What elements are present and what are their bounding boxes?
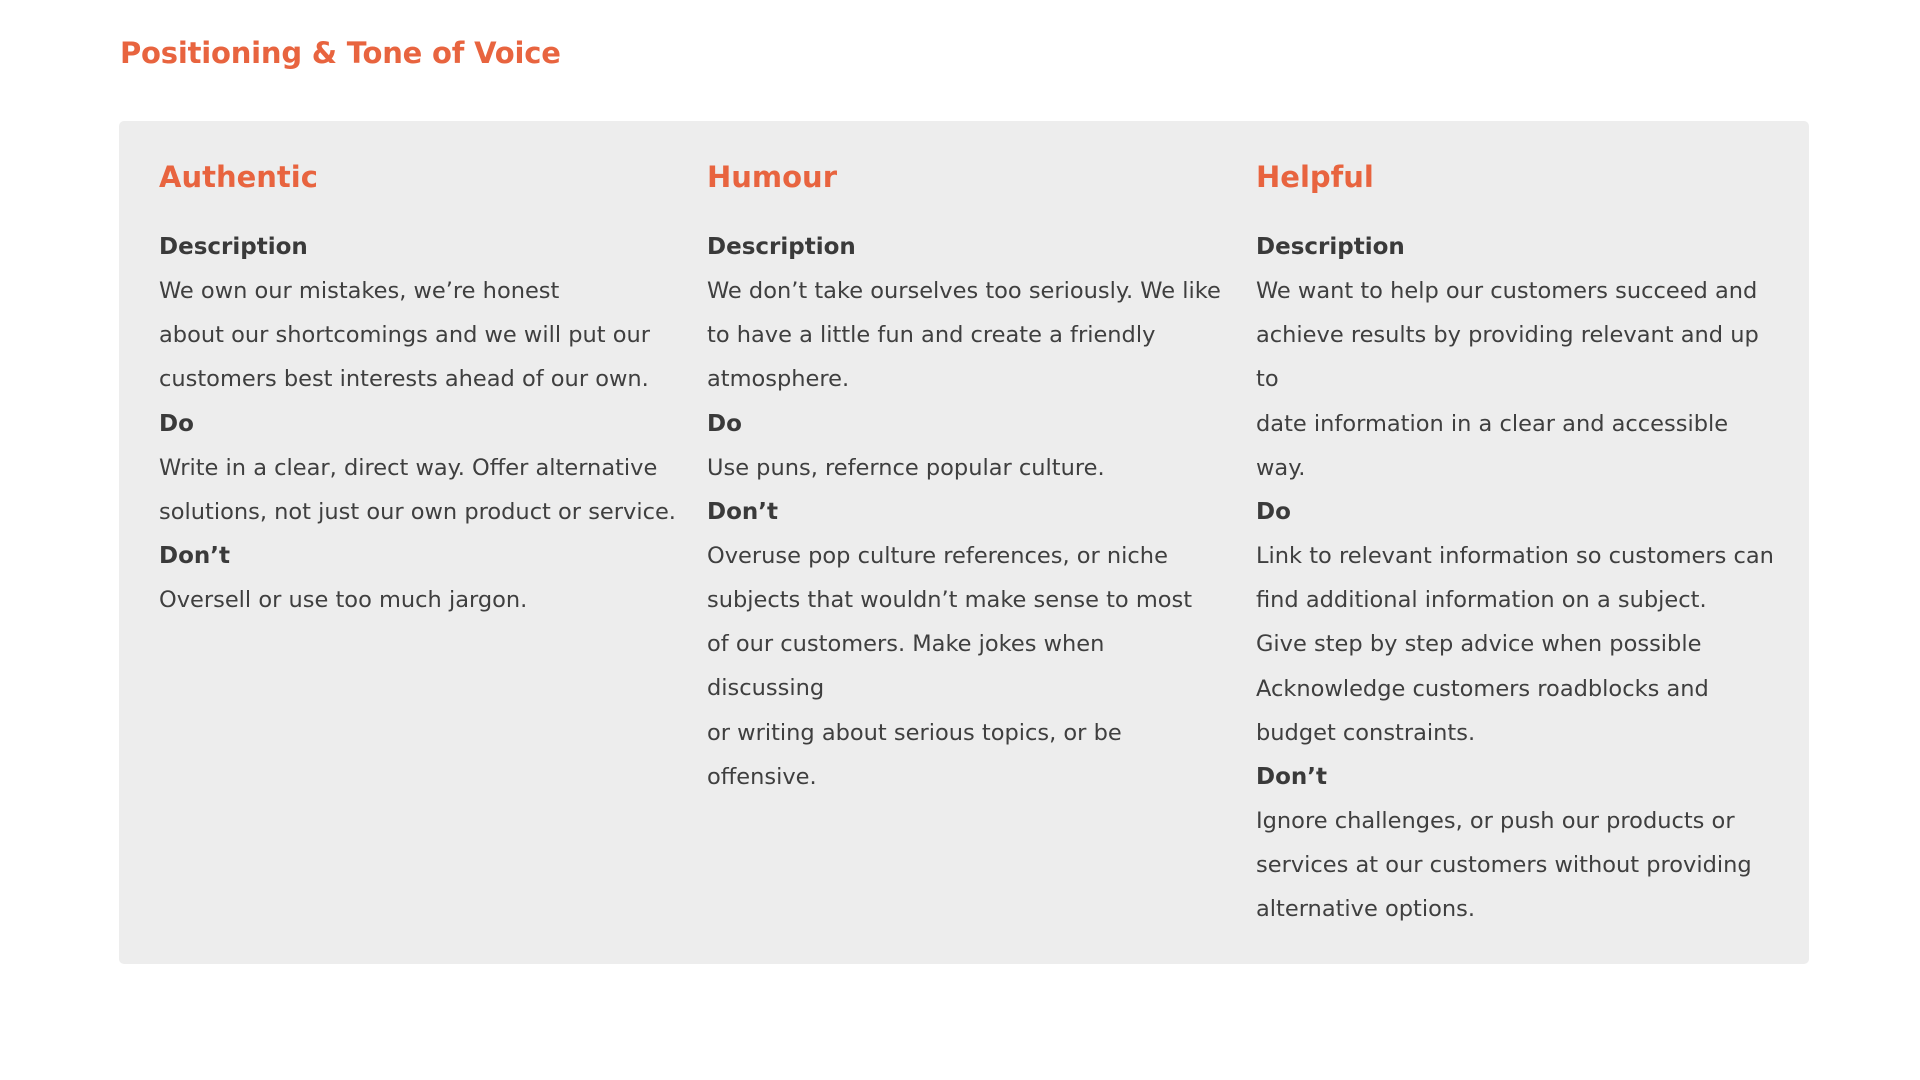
description-text: We don’t take ourselves too seriously. We like to have a little fun and create a friendly atmosphere. (707, 278, 1221, 393)
do-label: Do (1256, 499, 1291, 526)
dont-text: Overuse pop culture references, or niche subjects that wouldn’t make sense to most of our customers. Make jokes when discussing or writing about serious topics, or be offensive. (707, 542, 1193, 790)
column-title: Helpful (1256, 160, 1374, 194)
dont-label: Don’t (1256, 764, 1327, 791)
column-helpful (1256, 155, 1776, 932)
dont-label: Don’t (707, 498, 778, 525)
description-text: We own our mistakes, we’re honest about our shortcomings and we will put our customers best interests ahead of our own. (159, 278, 651, 393)
description-label: Description (707, 234, 856, 260)
column-authentic (159, 155, 679, 622)
tone-of-voice-panel (119, 121, 1809, 964)
column-title: Humour (707, 160, 838, 194)
dont-label: Don’t (159, 543, 230, 570)
column-title: Authentic (159, 160, 318, 194)
description-label: Description (159, 234, 308, 260)
dont-text: Oversell or use too much jargon. (159, 587, 528, 614)
page-title: Positioning & Tone of Voice (120, 36, 561, 70)
dont-text: Ignore challenges, or push our products or services at our customers without providing alternative options. (1256, 808, 1752, 923)
do-text: Link to relevant information so customers can find additional information on a subject. Give step by step advice when possible Acknowledge customers roadblocks and budget constraints. (1256, 543, 1774, 746)
description-label: Description (1256, 234, 1405, 260)
do-label: Do (707, 410, 742, 437)
column-humour (707, 155, 1227, 799)
do-text: Write in a clear, direct way. Offer alternative solutions, not just our own product or service. (159, 454, 676, 525)
do-text: Use puns, refernce popular culture. (707, 454, 1105, 481)
description-text: We want to help our customers succeed and achieve results by providing relevant and up to date information in a clear and accessible way. (1256, 278, 1759, 481)
do-label: Do (159, 410, 194, 437)
